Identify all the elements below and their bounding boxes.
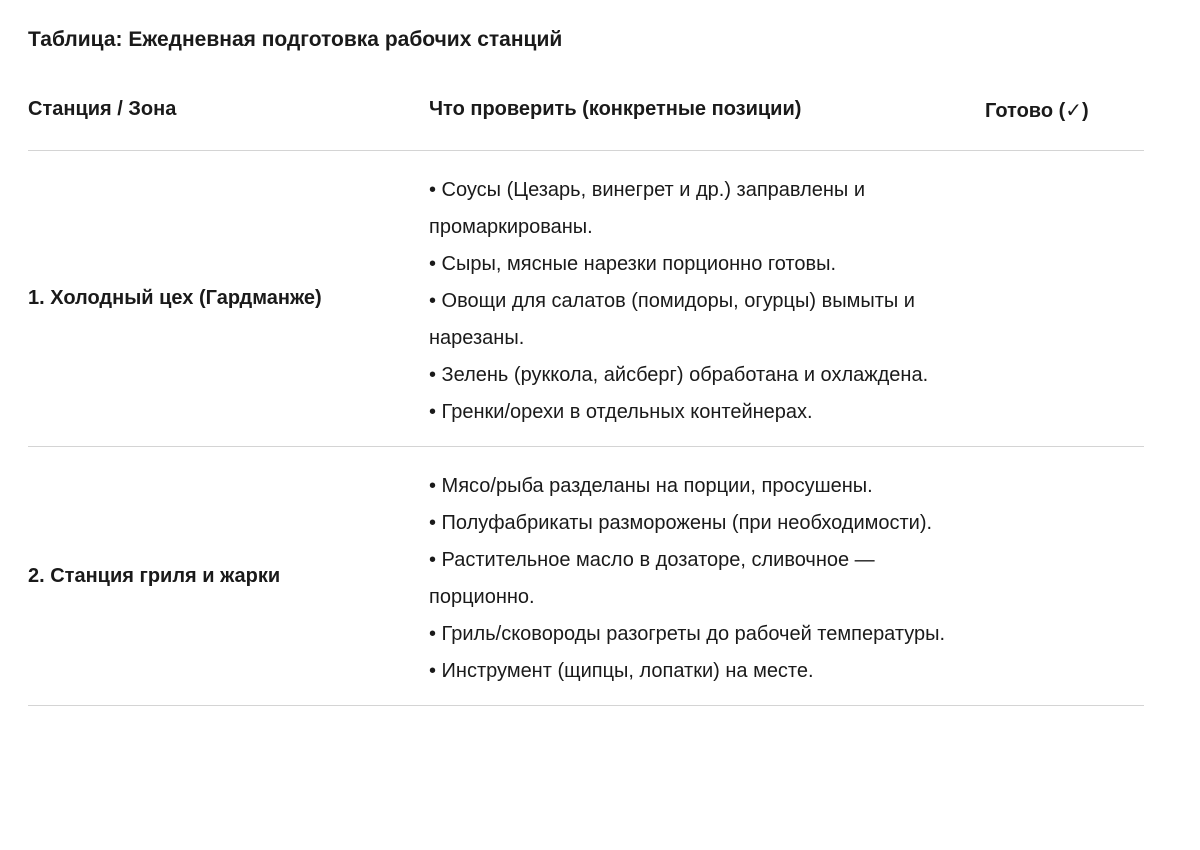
column-header-ready: Готово (✓) (985, 98, 1144, 151)
station-name-cell: 1. Холодный цех (Гардманже) (28, 151, 429, 447)
table-title: Таблица: Ежедневная подготовка рабочих станций (28, 28, 563, 51)
checks-cell (429, 447, 985, 706)
checks-cell (429, 151, 985, 447)
check-item: • Зелень (руккола, айсберг) обработана и охлаждена. (429, 364, 929, 386)
column-header-checks: Что проверить (конкретные позиции) (429, 98, 985, 151)
check-item: • Овощи для салатов (помидоры, огурцы) вымыты и нарезаны. (429, 290, 915, 349)
table-header-row (28, 98, 1144, 151)
ready-cell (985, 447, 1144, 706)
station-prep-table (28, 98, 1144, 706)
ready-cell (985, 151, 1144, 447)
table-row (28, 151, 1144, 447)
check-item: • Гренки/орехи в отдельных контейнерах. (429, 401, 813, 423)
check-item: • Растительное масло в дозаторе, сливочное — порционно. (429, 549, 875, 608)
check-item: • Соусы (Цезарь, винегрет и др.) заправлены и промаркированы. (429, 179, 866, 238)
column-header-station: Станция / Зона (28, 98, 429, 151)
check-item: • Полуфабрикаты разморожены (при необходимости). (429, 512, 933, 534)
table-row (28, 447, 1144, 706)
check-item: • Мясо/рыба разделаны на порции, просушены. (429, 475, 873, 497)
check-item: • Инструмент (щипцы, лопатки) на месте. (429, 660, 814, 682)
check-item: • Гриль/сковороды разогреты до рабочей температуры. (429, 623, 946, 645)
check-item: • Сыры, мясные нарезки порционно готовы. (429, 253, 837, 275)
station-name-cell: 2. Станция гриля и жарки (28, 447, 429, 706)
